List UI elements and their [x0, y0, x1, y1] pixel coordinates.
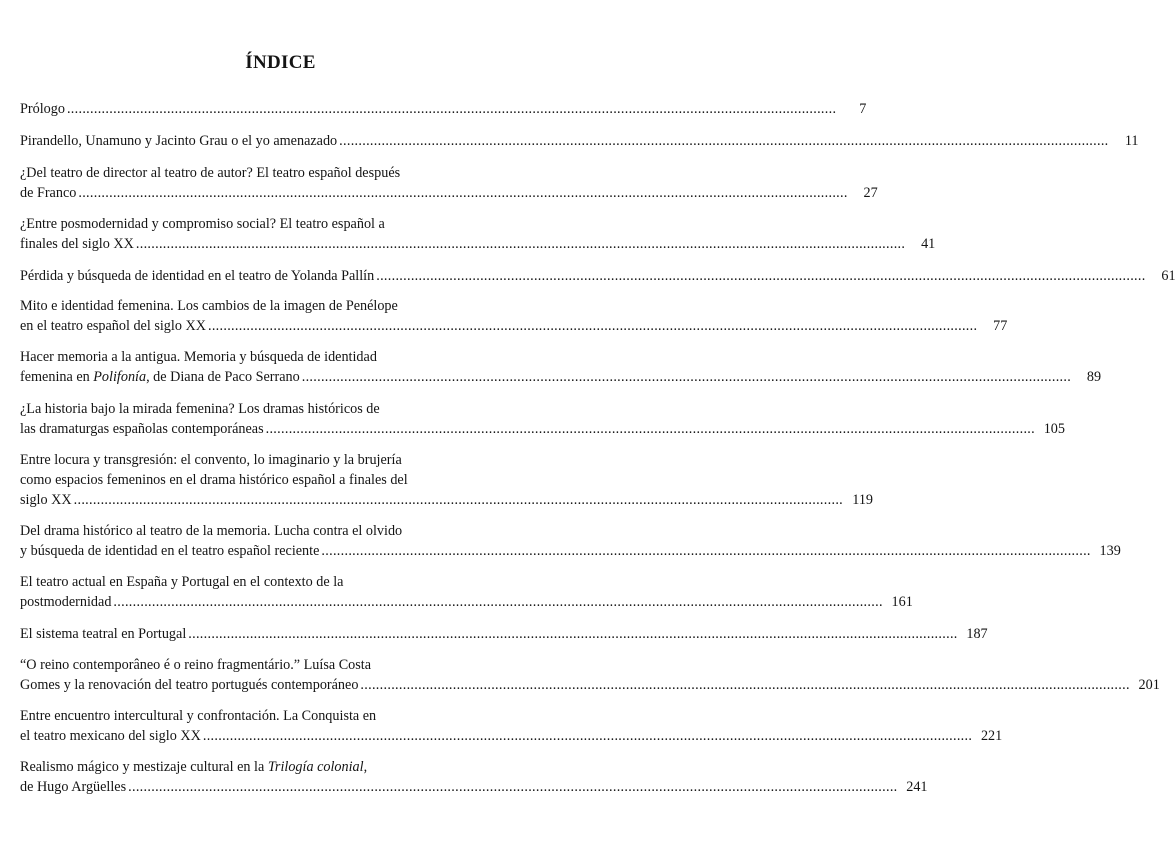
entry-title-line: ¿Entre posmodernidad y compromiso social? El teatro español a [20, 216, 385, 232]
entry-title: Pirandello, Unamuno y Jacinto Grau o el yo amenazado [20, 133, 338, 149]
page-number: 77 [993, 318, 1008, 334]
entry-title-line: Del drama histórico al teatro de la memoria. Lucha contra el olvido [20, 523, 403, 539]
entry-title: Pérdida y búsqueda de identidad en el teatro de Yolanda Pallín [20, 268, 375, 284]
entry-title-line: Mito e identidad femenina. Los cambios de la imagen de Penélope [20, 298, 398, 314]
dot-leader [321, 541, 1090, 561]
toc-entry [20, 347, 1102, 387]
dot-leader [266, 419, 1035, 439]
entry-title-line: las dramaturgas españolas contemporáneas [20, 421, 264, 437]
entry-title-line: Entre locura y transgresión: el convento, lo imaginario y la brujería [20, 452, 402, 468]
toc-entry [20, 399, 1065, 439]
toc-entry [20, 296, 1008, 336]
toc-entry [20, 572, 913, 612]
entry-title-line: finales del siglo XX [20, 236, 134, 252]
page-number: 27 [863, 185, 878, 201]
dot-leader [208, 316, 977, 336]
toc-entry [20, 706, 1003, 746]
toc-entry [20, 214, 936, 254]
page-number: 221 [980, 728, 1003, 744]
dot-leader [67, 99, 836, 119]
dot-leader [302, 367, 1071, 387]
entry-title-line: Realismo mágico y mestizaje cultural en la Trilogía colonial, [20, 759, 368, 775]
dot-leader [74, 490, 843, 510]
dot-leader [339, 131, 1108, 151]
toc-entry [20, 624, 988, 644]
page-number: 161 [891, 594, 913, 610]
entry-title-line: postmodernidad [20, 594, 112, 610]
entry-title-line: de Hugo Argüelles [20, 779, 127, 795]
dot-leader [203, 726, 972, 746]
work-title-italic: Polifonía [93, 369, 147, 385]
entry-title-line: siglo XX [20, 492, 72, 508]
page-number: 89 [1086, 369, 1102, 385]
toc-entry [20, 757, 928, 797]
dot-leader [113, 592, 882, 612]
page-number: 187 [966, 626, 988, 642]
toc-entry [20, 450, 874, 510]
dot-leader [128, 777, 897, 797]
dot-leader [360, 675, 1129, 695]
work-title-italic: Trilogía colonial [267, 759, 364, 775]
entry-title-line: femenina en Polifonía, de Diana de Paco Serrano [20, 369, 300, 385]
page-number: 119 [852, 492, 874, 508]
dot-leader [136, 234, 905, 254]
entry-title-line: y búsqueda de identidad en el teatro español reciente [20, 543, 320, 559]
toc-entry [20, 655, 1160, 695]
toc-entry [20, 131, 1139, 151]
page-number: 61 [1161, 268, 1176, 284]
page-number: 7 [859, 101, 867, 117]
entry-title-line: de Franco [20, 185, 77, 201]
toc-entry [20, 521, 1121, 561]
dot-leader [188, 624, 957, 644]
entry-title-line: Entre encuentro intercultural y confrontación. La Conquista en [20, 708, 377, 724]
entry-title: Prólogo [20, 101, 65, 117]
entry-title: El sistema teatral en Portugal [20, 626, 187, 642]
page-number: 139 [1099, 543, 1121, 559]
entry-title-line: Hacer memoria a la antigua. Memoria y búsqueda de identidad [20, 349, 377, 365]
page-title: ÍNDICE [245, 52, 316, 73]
page-number: 105 [1043, 421, 1065, 437]
page-number: 41 [921, 236, 936, 252]
toc-entry [20, 99, 867, 119]
page-number: 11 [1124, 133, 1139, 149]
dot-leader [78, 183, 847, 203]
dot-leader [376, 266, 1145, 286]
entry-title-line: El teatro actual en España y Portugal en el contexto de la [20, 574, 344, 590]
toc-entry [20, 266, 1176, 286]
entry-title-line: ¿Del teatro de director al teatro de autor? El teatro español después [20, 165, 401, 181]
entry-title-line: ¿La historia bajo la mirada femenina? Los dramas históricos de [20, 401, 380, 417]
page-number: 241 [906, 779, 928, 795]
entry-title-line: el teatro mexicano del siglo XX [20, 728, 201, 744]
entry-title-line: Gomes y la renovación del teatro portugués contemporáneo [20, 677, 359, 693]
entry-title-line: en el teatro español del siglo XX [20, 318, 206, 334]
entry-title-line: “O reino contemporâneo é o reino fragmentário.” Luísa Costa [20, 657, 372, 673]
page-number: 201 [1138, 677, 1160, 693]
toc-entry [20, 163, 878, 203]
entry-title-line: como espacios femeninos en el drama histórico español a finales del [20, 472, 408, 488]
